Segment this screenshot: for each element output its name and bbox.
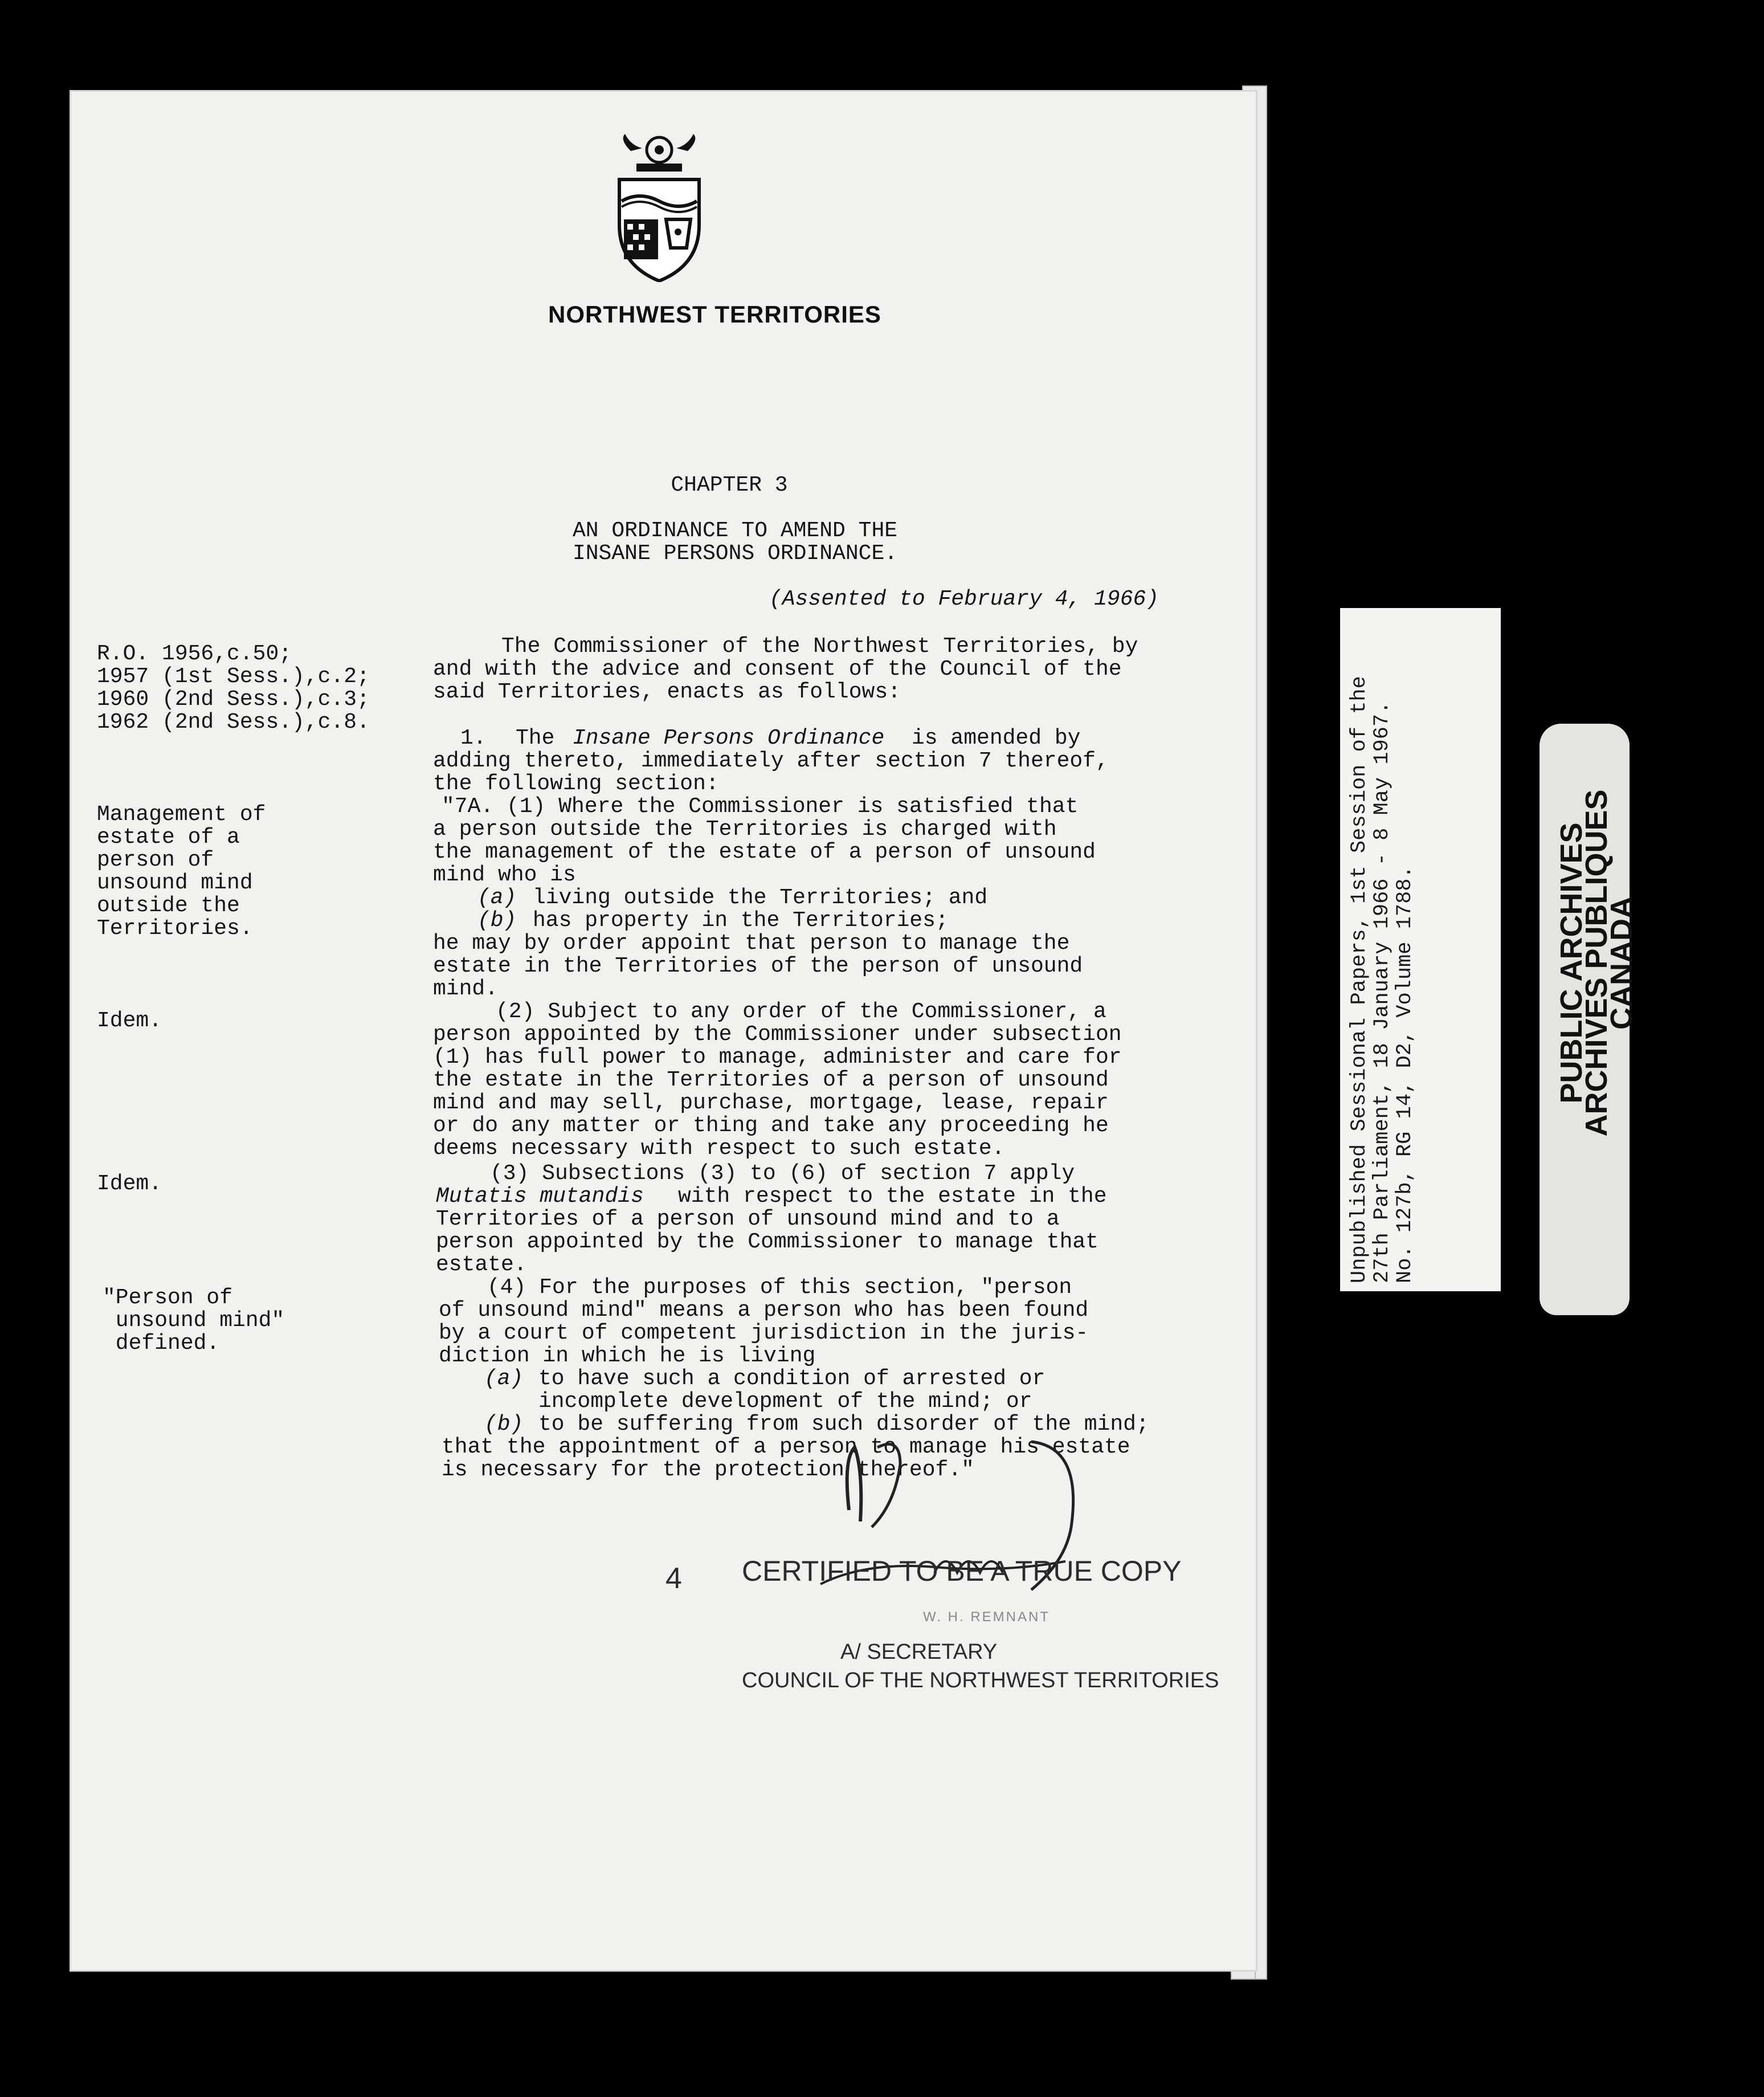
latin-phrase: Mutatis mutandis	[436, 1184, 644, 1209]
title-line: AN ORDINANCE TO AMEND THE	[572, 519, 898, 543]
margin-note: Idem.	[97, 1172, 162, 1196]
clause-label: (a)	[484, 1366, 524, 1391]
body-line: of unsound mind" means a person who has been found	[439, 1298, 1089, 1323]
margin-reference: 1957 (1st Sess.),c.2;	[97, 664, 370, 689]
body-line: mind.	[433, 977, 499, 1001]
section-number: 1.	[460, 726, 487, 750]
margin-reference: 1960 (2nd Sess.),c.3;	[97, 687, 370, 712]
page-number: 4	[665, 1562, 682, 1595]
body-line: is amended by	[912, 726, 1081, 750]
stamp-line: CANADA	[1604, 896, 1639, 1030]
certifier-name: W. H. REMNANT	[923, 1609, 1050, 1625]
certifier-role: A/ SECRETARY	[840, 1640, 998, 1664]
margin-note: unsound mind	[97, 871, 253, 895]
body-line: with respect to the estate in the	[678, 1184, 1107, 1209]
archive-reference-text	[1348, 611, 1416, 1283]
archive-reference-line: Unpublished Sessional Papers, 1st Session of the	[1348, 676, 1371, 1283]
body-line: deems necessary with respect to such estate.	[433, 1136, 1005, 1161]
page-header: NORTHWEST TERRITORIES	[548, 301, 881, 328]
body-line: mind who is	[433, 863, 576, 887]
assent-date: (Assented to February 4, 1966)	[769, 587, 1159, 611]
body-line: a person outside the Territories is charged with	[433, 817, 1057, 842]
body-line: The Commissioner of the Northwest Territories, by	[501, 634, 1138, 659]
body-line: adding thereto, immediately after section 7 thereof,	[433, 749, 1109, 773]
body-line: The	[516, 726, 555, 750]
margin-reference: R.O. 1956,c.50;	[97, 642, 292, 666]
body-line: that the appointment of a person to manage his estate	[442, 1435, 1130, 1459]
margin-note: defined.	[103, 1331, 220, 1356]
clause-label: (b)	[477, 908, 517, 933]
body-line: the following section:	[433, 772, 719, 796]
body-line: said Territories, enacts as follows:	[433, 680, 901, 704]
punch-hole	[47, 90, 68, 113]
ordinance-name: Insane Persons Ordinance	[573, 726, 885, 750]
clause-label: (a)	[477, 886, 517, 910]
margin-note: Territories.	[97, 916, 253, 941]
body-line: to be suffering from such disorder of the mind;	[538, 1412, 1149, 1437]
body-line: by a court of competent jurisdiction in the juris-	[439, 1321, 1089, 1345]
margin-note: person of	[97, 848, 214, 872]
body-line: is necessary for the protection thereof."	[442, 1458, 974, 1482]
margin-reference: 1962 (2nd Sess.),c.8.	[97, 710, 370, 735]
body-line: (1) has full power to manage, administer and care for	[433, 1045, 1122, 1070]
archive-stamp-text	[1554, 764, 1639, 1162]
body-line: diction in which he is living	[439, 1344, 816, 1368]
council-name: COUNCIL OF THE NORTHWEST TERRITORIES	[742, 1668, 1219, 1692]
body-line: "7A. (1) Where the Commissioner is satisfied that	[442, 794, 1079, 819]
body-line: incomplete development of the mind; or	[538, 1389, 1032, 1414]
body-line: the estate in the Territories of a person of unsound	[433, 1068, 1109, 1092]
body-line: or do any matter or thing and take any proceeding he	[433, 1113, 1109, 1138]
body-line: to have such a condition of arrested or	[538, 1366, 1046, 1391]
body-line: estate.	[436, 1253, 527, 1277]
margin-note: outside the	[97, 894, 240, 918]
body-line: and with the advice and consent of the Council of the	[433, 657, 1122, 682]
body-line: mind and may sell, purchase, mortgage, lease, repair	[433, 1091, 1109, 1115]
body-line: has property in the Territories;	[533, 908, 949, 933]
body-line: living outside the Territories; and	[533, 886, 988, 910]
chapter-heading: CHAPTER 3	[671, 473, 788, 497]
body-line: he may by order appoint that person to manage the	[433, 931, 1070, 956]
certification-line: CERTIFIED TO BE A TRUE COPY	[742, 1555, 1182, 1587]
northwest-territories-crest-icon	[614, 134, 705, 282]
margin-note: unsound mind"	[103, 1308, 285, 1333]
archive-reference-line: No. 127b, RG 14, D2, Volume 1788.	[1393, 866, 1417, 1283]
body-line: person appointed by the Commissioner to manage that	[436, 1230, 1099, 1254]
margin-note: Management of	[97, 802, 266, 827]
body-line: estate in the Territories of the person of unsound	[433, 954, 1083, 978]
body-line: (2) Subject to any order of the Commissioner, a	[496, 999, 1106, 1024]
margin-note: estate of a	[97, 825, 240, 850]
stamp-line: ARCHIVES PUBLIQUES	[1579, 789, 1614, 1137]
title-line: INSANE PERSONS ORDINANCE.	[572, 541, 898, 566]
body-line: the management of the estate of a person of unsound	[433, 840, 1096, 864]
archive-reference-line: 27th Parliament, 18 January 1966 - 8 May 1967.	[1370, 701, 1394, 1283]
body-line: Territories of a person of unsound mind and to a	[436, 1207, 1060, 1231]
clause-label: (b)	[484, 1412, 524, 1437]
body-line: (3) Subsections (3) to (6) of section 7 apply	[490, 1161, 1075, 1186]
body-line: person appointed by the Commissioner under subsection	[433, 1022, 1122, 1047]
margin-note: Idem.	[97, 1009, 162, 1033]
body-line: (4) For the purposes of this section, "person	[487, 1275, 1072, 1300]
margin-note: "Person of	[103, 1286, 233, 1310]
stamp-line: PUBLIC ARCHIVES	[1554, 822, 1589, 1104]
